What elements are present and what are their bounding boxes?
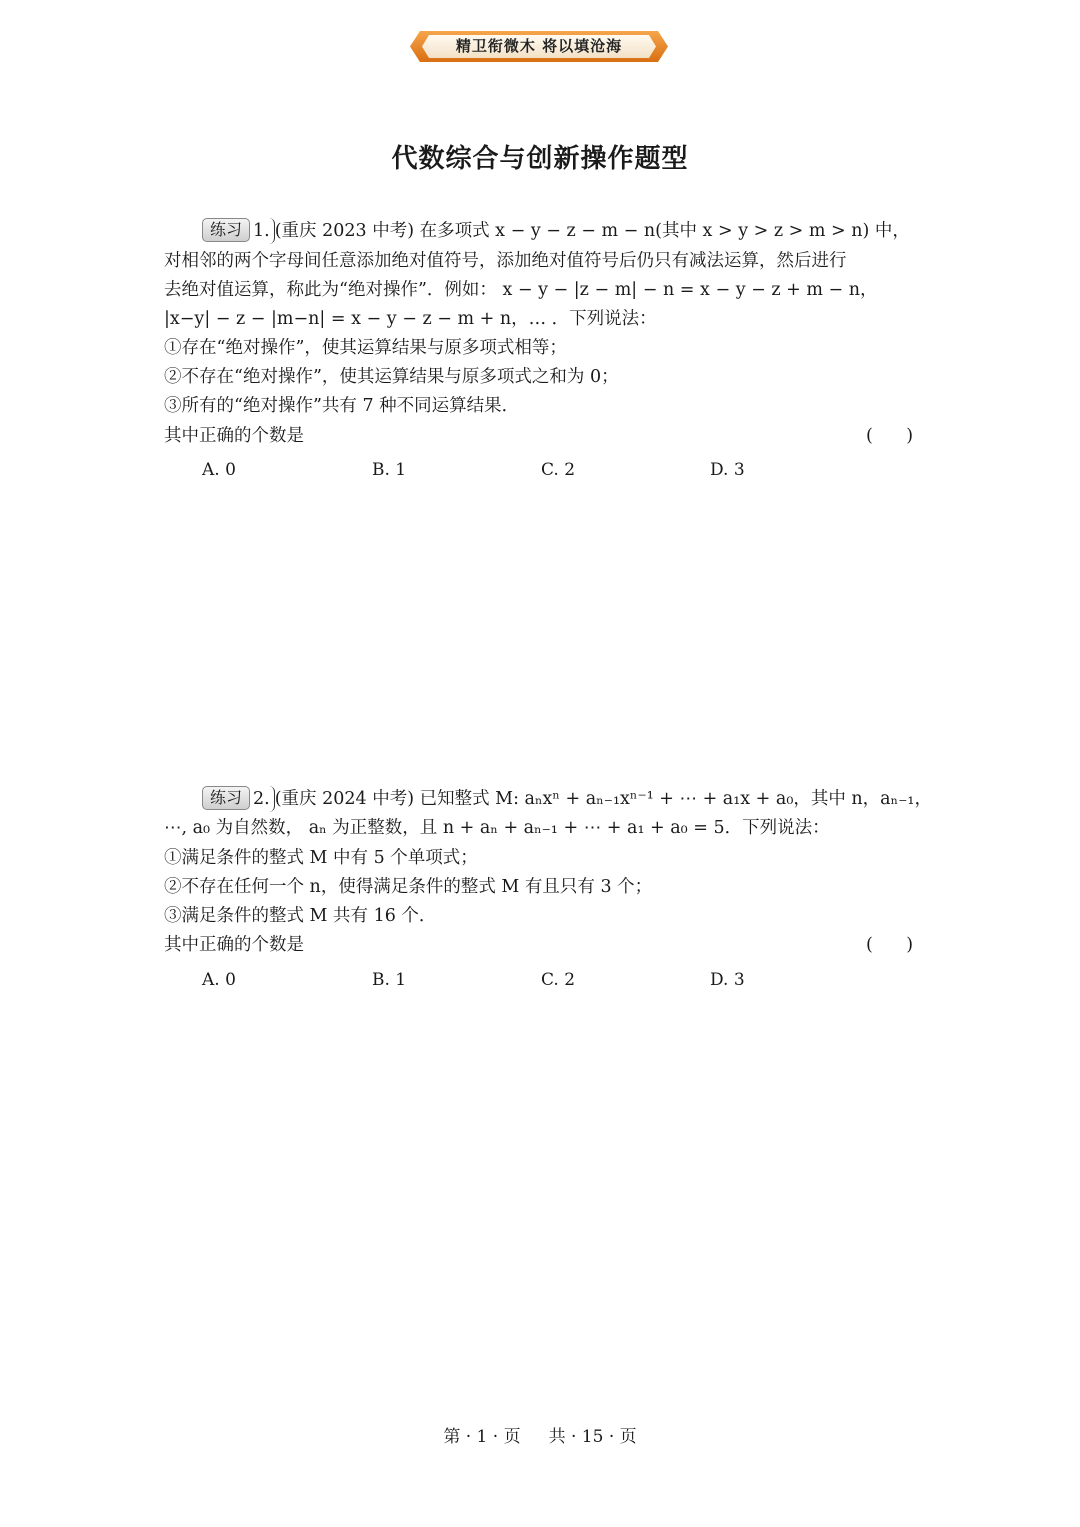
option-d[interactable]: D. 3 — [710, 460, 745, 480]
statement-2: ②不存在“绝对操作”，使其运算结果与原多项式之和为 0； — [164, 367, 619, 387]
question-1-line-2: 对相邻的两个字母间任意添加绝对值符号，添加绝对值符号后仍只有减法运算，然后进行 — [164, 251, 847, 271]
statement-2: ②不存在任何一个 n，使得满足条件的整式 M 有且只有 3 个； — [164, 877, 653, 897]
option-b[interactable]: B. 1 — [372, 970, 407, 990]
question-number: 1. — [250, 218, 275, 244]
question-prompt: 其中正确的个数是 — [164, 426, 304, 446]
question-text: (重庆 2023 中考) 在多项式 x − y − z − m − n(其中 x > y > z > m > n) 中， — [274, 221, 910, 241]
question-1-line-3: 去绝对值运算，称此为“绝对操作”．例如： x − y − |z − m| − n = x − y − z + m − n， — [164, 280, 878, 300]
page-number: 第 · 1 · 页 — [443, 1427, 521, 1447]
page-title: 代数综合与创新操作题型 — [391, 144, 689, 174]
page-total: 共 · 15 · 页 — [548, 1427, 637, 1447]
question-prompt: 其中正确的个数是 — [164, 935, 304, 955]
statement-1: ①满足条件的整式 M 中有 5 个单项式； — [164, 848, 478, 868]
option-d[interactable]: D. 3 — [710, 970, 745, 990]
option-a[interactable]: A. 0 — [202, 970, 236, 990]
answer-blank[interactable]: ( ) — [866, 935, 914, 955]
question-number: 2. — [250, 786, 275, 812]
question-2-line-1 — [164, 786, 932, 812]
statement-3: ③满足条件的整式 M 共有 16 个． — [164, 906, 437, 926]
banner-text: 精卫衔微木 将以填沧海 — [455, 37, 623, 55]
page-footer — [0, 1422, 1080, 1447]
practice-badge: 练习 — [202, 218, 250, 242]
statement-1: ①存在“绝对操作”，使其运算结果与原多项式相等； — [164, 338, 567, 358]
option-c[interactable]: C. 2 — [541, 460, 576, 480]
question-text: (重庆 2024 中考) 已知整式 M: aₙxⁿ + aₙ₋₁xⁿ⁻¹ + ⋯ + a₁x + a₀，其中 n，aₙ₋₁， — [274, 789, 932, 809]
option-b[interactable]: B. 1 — [372, 460, 407, 480]
question-1-line-1 — [164, 218, 910, 244]
option-c[interactable]: C. 2 — [541, 970, 576, 990]
header-banner — [410, 31, 668, 62]
question-2-line-2: ⋯, a₀ 为自然数， aₙ 为正整数，且 n + aₙ + aₙ₋₁ + ⋯ + a₁ + a₀ = 5．下列说法： — [164, 818, 830, 838]
statement-3: ③所有的“绝对操作”共有 7 种不同运算结果． — [164, 396, 520, 416]
option-a[interactable]: A. 0 — [202, 460, 236, 480]
question-1-line-4: |x−y| − z − |m−n| = x − y − z − m + n，… ．下列说法： — [164, 309, 657, 329]
practice-badge: 练习 — [202, 786, 250, 810]
answer-blank[interactable]: ( ) — [866, 426, 914, 446]
